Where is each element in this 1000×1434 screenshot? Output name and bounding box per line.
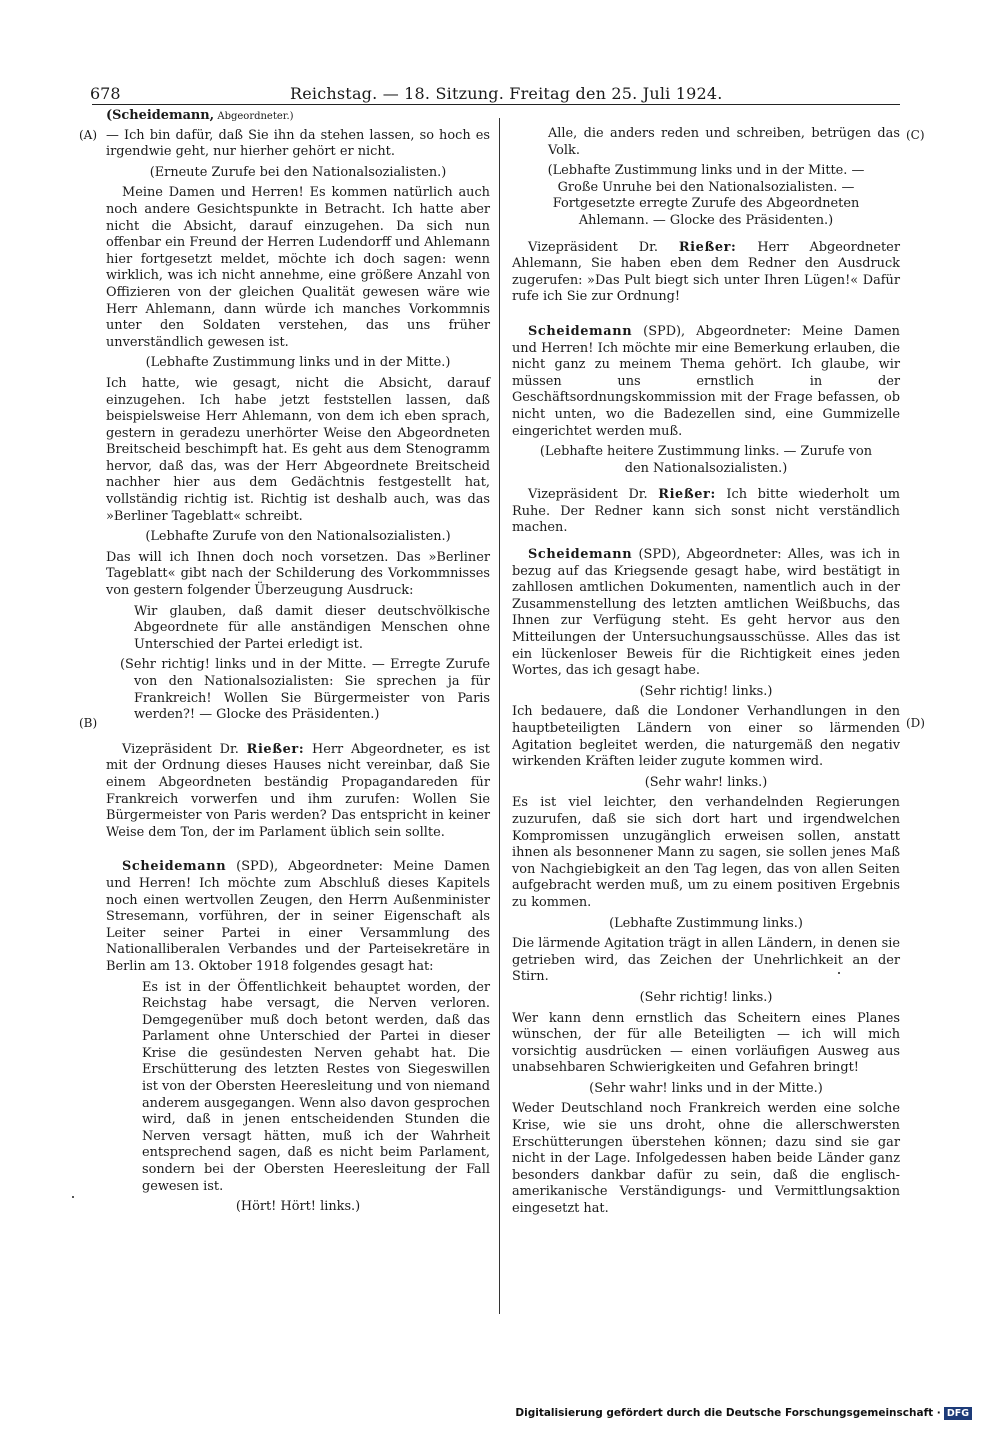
interjection: (Sehr richtig! links.) [639, 989, 773, 1005]
dfg-logo: DFG [944, 1407, 972, 1420]
quotation: Es ist in der Öffentlichkeit behauptet worden, der Reichstag habe versagt, die Nerven verloren. Demgegenüber muß doch betont werden, daß das Parlament ohne Unterschied der Partei in dieser Krise die gesündesten Nerven gehabt hat. Die Erschütterung des letzten Restes von Siegeswillen ist von der Obersten Heeresleitung und von niemand anderem ausgegangen. Wenn also davon gesprochen wird, daß in jenen entscheidenden Stunden die Nerven versagt hätten, muß ich der Wahrheit entsprechend sagen, daß es nicht beim Parlament, sondern bei der Obersten Heeresleitung der Fall gewesen ist. [142, 979, 490, 1194]
footer-text: Digitalisierung gefördert durch die Deutsche Forschungsgemeinschaft · [515, 1407, 941, 1419]
continued-speaker-line [106, 108, 490, 126]
margin-marker-d: (D) [906, 716, 925, 730]
margin-marker-b: (B) [79, 716, 98, 730]
statement-text: (SPD), Abgeordneter: Alles, was ich in bezug auf das Kriegsende gesagt habe, wird bestätigt in zahllosen amtlichen Dokumenten, namentlich auch in der Zusammenstellung des letzten amtlichen Weißbuchs, das Ihnen zur Verfügung steht. Es geht hervor aus den Mitteilungen der Untersuchungsausschüsse. Alles das ist ein lückenloser Beweis für die Richtigkeit eines jeden Wortes, das ich gesagt habe. [512, 547, 900, 679]
statement-text: (SPD), Abgeordneter: Meine Damen und Herren! Ich möchte zum Abschluß dieses Kapitels noch einen wertvollen Zeugen, den Herrn Außenminister Stresemann, vorführen, der in seiner Eigenschaft als Leiter seiner Partei in einer Versammlung des Nationalliberalen Verbandes und der Parteisekretäre in Berlin am 13. Oktober 1918 folgendes gesagt hat: [106, 859, 490, 974]
vice-president-statement [106, 742, 490, 842]
speaker-name: Scheidemann [528, 547, 633, 563]
speaker-name: Scheidemann [528, 323, 633, 339]
speaker-title: Vizepräsident Dr. [528, 487, 648, 503]
statement-text: Herr Abgeordneter Ahlemann, Sie haben eben dem Redner den Ausdruck zugerufen: »Das Pult biegt sich unter Ihren Lügen!« Dafür rufe ich Sie zur Ordnung! [512, 239, 900, 305]
header-rule [92, 104, 900, 105]
interjection: (Lebhafte Zustimmung links und in der Mitte. — Große Unruhe bei den Nationalsozialisten. — Fortgesetzte erregte Zurufe des Abgeordneten Ahlemann. — Glocke des Präsidenten.) [547, 163, 865, 228]
interjection: (Sehr wahr! links.) [644, 774, 768, 790]
speaker-statement [512, 547, 900, 680]
vice-president-statement [512, 240, 900, 306]
page-number: 678 [90, 84, 121, 103]
paragraph: Weder Deutschland noch Frankreich werden eine solche Krise, wie sie uns droht, ohne die allerschwersten Erschütterungen überstehen können; dazu sind sie gar nicht in der Lage. Infolgedessen haben beide Länder ganz besonders dankbar dafür zu sein, daß die englisch-amerikanische Verständigungs- und Vermittlungsaktion eingesetzt hat. [512, 1101, 900, 1217]
interjection: (Lebhafte Zurufe von den Nationalsozialisten.) [145, 529, 451, 545]
paragraph: Meine Damen und Herren! Es kommen natürlich auch noch andere Gesichtspunkte in Betracht. Ich hatte aber nicht die Absicht, darauf einzugehen. Da sich nun offenbar ein Freund der Herren Ludendorff und Ahlemann hier fortgesetzt meldet, möchte ich doch sagen: wenn wirklich, was ich nicht annehme, eine größere Anzahl von Offizieren von der gleichen Qualität gewesen wäre wie Herr Ahlemann, dann würde ich manches Vorkommnis unter den Soldaten verstehen, das uns früher unverständlich gewesen ist. [106, 185, 490, 350]
scan-speck [838, 972, 840, 974]
quotation: Alle, die anders reden und schreiben, betrügen das Volk. [548, 126, 900, 158]
left-column [106, 108, 490, 1220]
speaker-title: Vizepräsident Dr. [528, 239, 658, 255]
interjection: (Erneute Zurufe bei den Nationalsozialisten.) [149, 164, 447, 180]
speaker-title: Vizepräsident Dr. [122, 741, 239, 757]
speaker-name: Rießer: [678, 239, 737, 255]
right-column [512, 126, 900, 1222]
vice-president-statement [512, 487, 900, 537]
interjection: (Lebhafte Zustimmung links.) [609, 915, 803, 931]
speaker-name: Rießer: [658, 487, 716, 503]
interjection: (Sehr wahr! links und in der Mitte.) [589, 1080, 823, 1096]
running-title: Reichstag. — 18. Sitzung. Freitag den 25. Juli 1924. [290, 84, 723, 103]
continued-speaker-role: Abgeordneter.) [214, 111, 294, 122]
speaker-statement [106, 859, 490, 975]
paragraph: Es ist viel leichter, den verhandelnden Regierungen zuzurufen, daß sie sich dort hart und irgendwelchen Kompromissen unzugänglich erweisen sollen, anstatt ihnen als besonnener Mann zu sagen, sie sollen jenes Maß von Nachgiebigkeit an den Tag legen, das von allen Seiten aufgebracht werden muß, um zu einem positiven Ergebnis zu kommen. [512, 795, 900, 910]
margin-marker-c: (C) [906, 128, 925, 142]
quotation: Wir glauben, daß damit dieser deutschvölkische Abgeordnete für alle anständigen Menschen ohne Unterschied der Partei erledigt ist. [134, 603, 490, 652]
interjection: (Sehr richtig! links und in der Mitte. — Erregte Zurufe von den Nationalsozialisten: Sie sprechen ja für Frankreich! Wollen Sie Bürgermeister von Paris werden?! — Glocke des Präsidenten.) [120, 657, 490, 723]
scan-speck [72, 1196, 74, 1198]
interjection: (Lebhafte Zustimmung links und in der Mitte.) [145, 355, 451, 371]
statement-text: (SPD), Abgeordneter: Meine Damen und Herren! Ich möchte mir eine Bemerkung erlauben, die nicht ganz zu meinem Thema gehört. Ich glaube, wir müssen uns ernstlich in der Geschäftsordnungskommission mit der Frage befassen, ob nicht unten, wo die Badezellen sind, eine Gummizelle eingerichtet werden muß. [512, 323, 900, 439]
speaker-name: Rießer: [246, 741, 305, 757]
speaker-statement [512, 324, 900, 440]
interjection: (Lebhafte heitere Zustimmung links. — Zurufe von den Nationalsozialisten.) [539, 444, 873, 476]
paragraph: Die lärmende Agitation trägt in allen Ländern, in denen sie getrieben wird, das Zeichen der Unehrlichkeit an der Stirn. [512, 936, 900, 985]
margin-marker-a: (A) [79, 128, 98, 142]
continued-speaker-name: (Scheidemann, [106, 108, 215, 123]
paragraph: Wer kann denn ernstlich das Scheitern eines Planes wünschen, der für alle Beteiligten — ich will mich vorsichtig ausdrücken — einen vorläufigen Ausweg aus unabsehbaren Schwierigkeiten und Gefahren bringt! [512, 1010, 900, 1076]
footer-credit [515, 1407, 972, 1420]
paragraph: Ich hatte, wie gesagt, nicht die Absicht, darauf einzugehen. Ich habe jetzt feststellen lassen, daß beispielsweise Herr Ahlemann, von dem ich eben sprach, gestern in geradezu unerhörter Weise den Abgeordneten Breitscheid beschimpft hat. Es geht aus dem Stenogramm hervor, daß das, was der Herr Abgeordnete Breitscheid nachher hier aus dem Gedächtnis festgestellt hat, vollständig richtig ist. Richtig ist deshalb auch, was das »Berliner Tageblatt« schreibt. [106, 375, 490, 524]
paragraph: Ich bedauere, daß die Londoner Verhandlungen in den hauptbeteiligten Ländern von einer so lärmenden Agitation begleitet werden, die naturgemäß den negativ wirkenden Kräften leider zugute kommen wird. [512, 704, 900, 770]
interjection: (Sehr richtig! links.) [639, 683, 773, 699]
interjection: (Hört! Hört! links.) [235, 1199, 361, 1215]
speaker-name: Scheidemann [122, 859, 227, 875]
column-divider [499, 118, 500, 1314]
statement-text: Ich bitte wiederholt um Ruhe. Der Redner kann sich sonst nicht verständlich machen. [512, 487, 900, 536]
paragraph: Das will ich Ihnen doch noch vorsetzen. Das »Berliner Tageblatt« gibt nach der Schilderung des Vorkommnisses von gestern folgender Überzeugung Ausdruck: [106, 549, 490, 599]
paragraph: — Ich bin dafür, daß Sie ihn da stehen lassen, so hoch es irgendwie geht, nur hierher gehört er nicht. [106, 127, 490, 160]
statement-text: Herr Abgeordneter, es ist mit der Ordnung dieses Hauses nicht vereinbar, daß Sie einem Abgeordneten beständig Propagandareden für Frankreich vorwerfen und ihm zurufen: Wollen Sie Bürgermeister von Paris werden? Das entspricht in keiner Weise dem Ton, der im Parlament üblich sein sollte. [106, 741, 490, 840]
